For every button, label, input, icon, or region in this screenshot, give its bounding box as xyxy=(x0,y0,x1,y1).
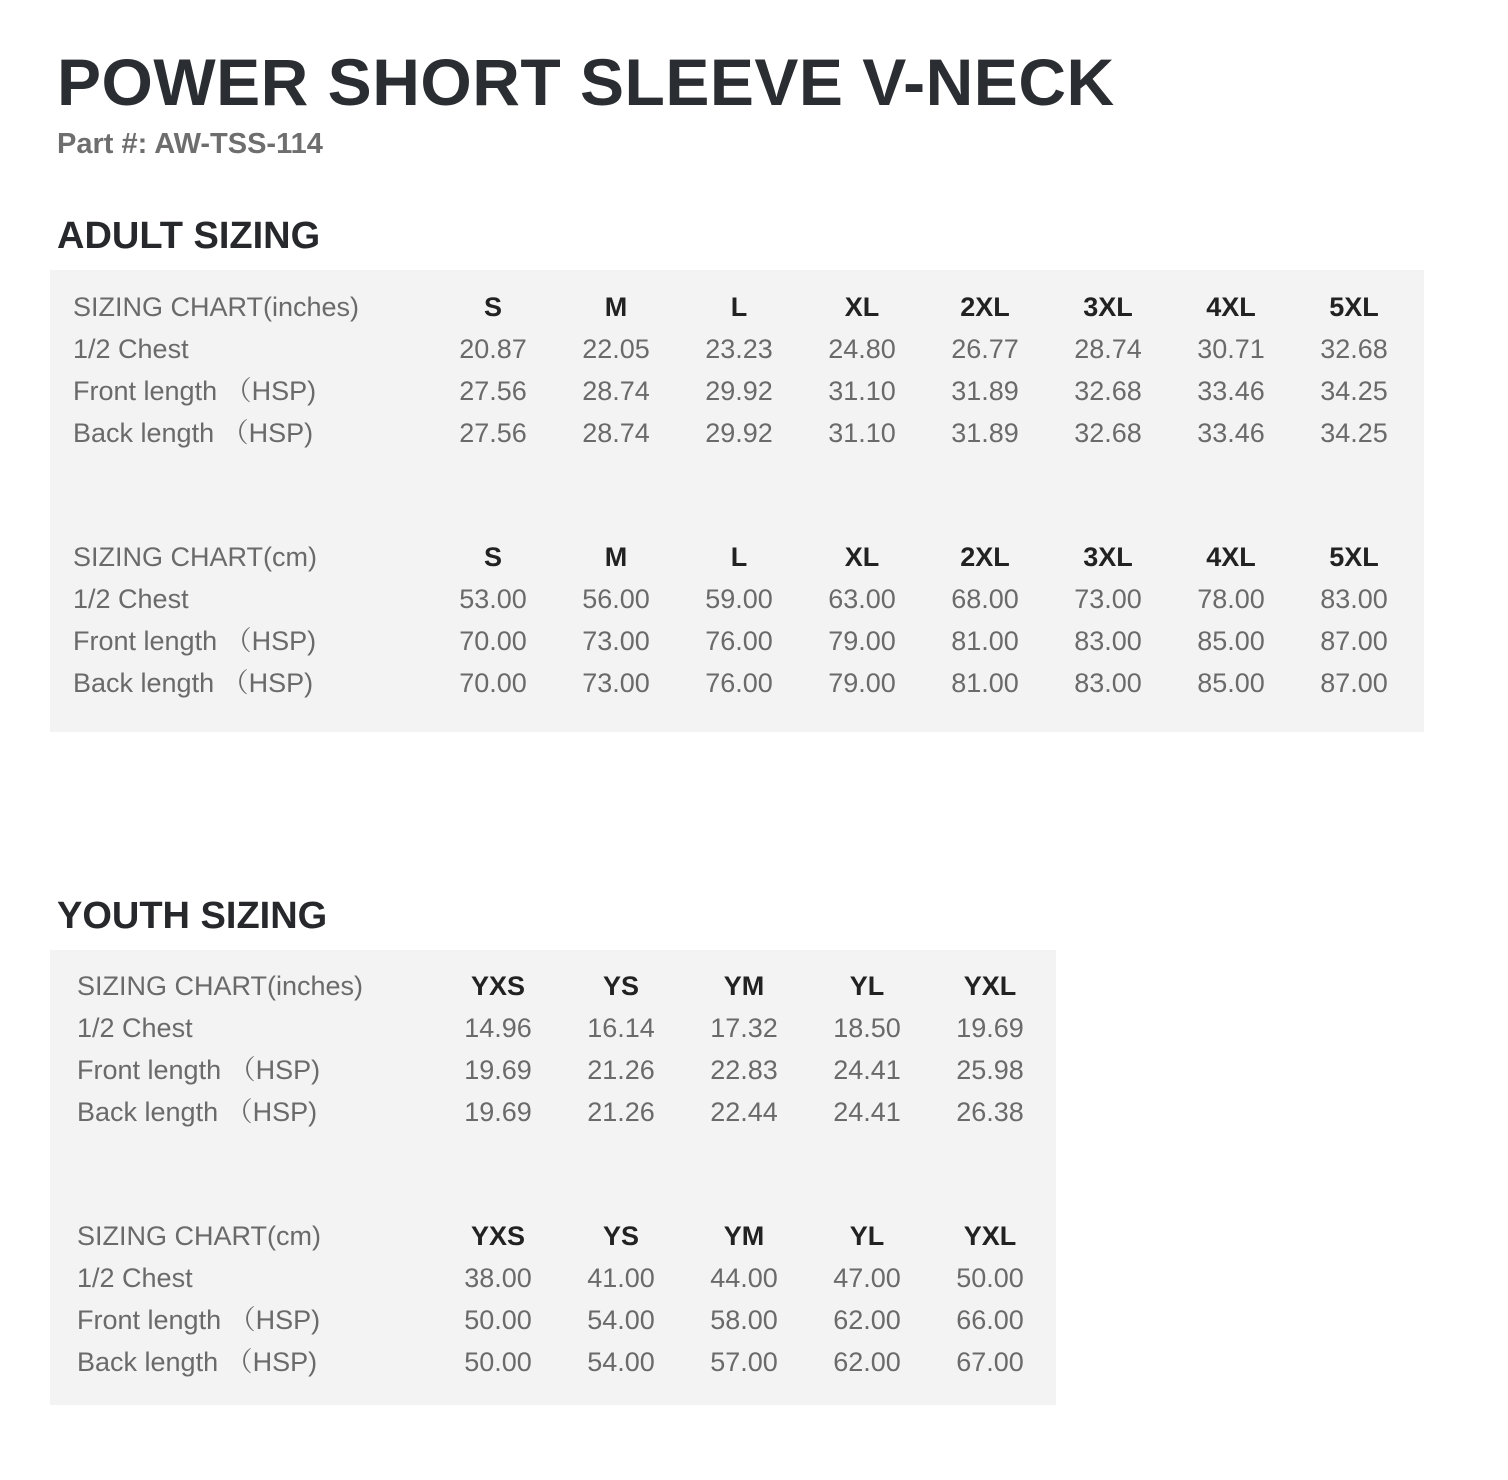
table-row xyxy=(50,328,1424,370)
measurement-value: 62.00 xyxy=(833,1347,901,1377)
measurement-value: 50.00 xyxy=(956,1263,1024,1293)
measurement-value: 81.00 xyxy=(951,626,1019,656)
chart-unit-label: SIZING CHART(inches) xyxy=(73,292,360,322)
youth-sizing-panel xyxy=(50,950,1056,1405)
table-row xyxy=(50,370,1424,412)
size-column-header: 4XL xyxy=(1206,292,1256,322)
measurement-value: 30.71 xyxy=(1197,334,1265,364)
size-column-header: S xyxy=(483,292,502,322)
measurement-value: 66.00 xyxy=(956,1305,1024,1335)
measurement-value: 19.69 xyxy=(464,1055,532,1085)
size-column-header: 4XL xyxy=(1206,542,1256,572)
youth-sizing-heading: YOUTH SIZING xyxy=(57,895,328,937)
measurement-value: 27.56 xyxy=(459,376,527,406)
size-column-header: XL xyxy=(844,542,880,572)
measurement-value: 83.00 xyxy=(1074,668,1142,698)
part-number: Part #: AW-TSS-114 xyxy=(57,128,323,160)
measurement-value: 20.87 xyxy=(459,334,527,364)
size-column-header: YS xyxy=(602,971,640,1001)
size-column-header: YXL xyxy=(963,1221,1017,1251)
measurement-value: 28.74 xyxy=(1074,334,1142,364)
measurement-value: 26.38 xyxy=(956,1097,1024,1127)
adult-sizing-panel xyxy=(50,270,1424,732)
measurement-value: 47.00 xyxy=(833,1263,901,1293)
size-column-header: M xyxy=(604,292,628,322)
measurement-value: 57.00 xyxy=(710,1347,778,1377)
size-column-header: YS xyxy=(602,1221,640,1251)
measurement-value: 67.00 xyxy=(956,1347,1024,1377)
size-column-header: L xyxy=(730,292,748,322)
table-row xyxy=(50,1299,1056,1341)
size-column-header: YXL xyxy=(963,971,1017,1001)
table-row xyxy=(50,1049,1056,1091)
measurement-value: 68.00 xyxy=(951,584,1019,614)
size-column-header: 5XL xyxy=(1329,542,1379,572)
measurement-label: Front length （HSP) xyxy=(77,1305,321,1335)
size-column-header: YM xyxy=(723,1221,765,1251)
measurement-value: 83.00 xyxy=(1074,626,1142,656)
measurement-value: 73.00 xyxy=(1074,584,1142,614)
table-row xyxy=(50,1257,1056,1299)
measurement-value: 19.69 xyxy=(956,1013,1024,1043)
table-row xyxy=(50,1007,1056,1049)
size-header-row xyxy=(50,965,1056,1007)
measurement-value: 31.10 xyxy=(828,418,896,448)
measurement-value: 76.00 xyxy=(705,668,773,698)
measurement-value: 19.69 xyxy=(464,1097,532,1127)
measurement-value: 41.00 xyxy=(587,1263,655,1293)
measurement-value: 87.00 xyxy=(1320,626,1388,656)
size-column-header: 2XL xyxy=(960,542,1010,572)
measurement-label: Front length （HSP) xyxy=(77,1055,321,1085)
size-header-row xyxy=(50,1215,1056,1257)
measurement-value: 34.25 xyxy=(1320,376,1388,406)
measurement-value: 32.68 xyxy=(1074,376,1142,406)
measurement-value: 53.00 xyxy=(459,584,527,614)
measurement-value: 63.00 xyxy=(828,584,896,614)
measurement-value: 54.00 xyxy=(587,1305,655,1335)
measurement-value: 83.00 xyxy=(1320,584,1388,614)
measurement-value: 31.89 xyxy=(951,376,1019,406)
measurement-value: 21.26 xyxy=(587,1055,655,1085)
measurement-value: 16.14 xyxy=(587,1013,655,1043)
measurement-label: Front length （HSP) xyxy=(73,626,317,656)
table-row xyxy=(50,1341,1056,1383)
measurement-value: 31.89 xyxy=(951,418,1019,448)
table-row xyxy=(50,412,1424,454)
measurement-label: Back length （HSP) xyxy=(77,1347,318,1377)
measurement-value: 32.68 xyxy=(1320,334,1388,364)
measurement-label: 1/2 Chest xyxy=(77,1013,193,1043)
measurement-value: 34.25 xyxy=(1320,418,1388,448)
measurement-value: 70.00 xyxy=(459,668,527,698)
size-column-header: YXS xyxy=(470,1221,526,1251)
measurement-value: 87.00 xyxy=(1320,668,1388,698)
measurement-value: 28.74 xyxy=(582,418,650,448)
measurement-value: 78.00 xyxy=(1197,584,1265,614)
table-row xyxy=(50,662,1424,704)
measurement-value: 25.98 xyxy=(956,1055,1024,1085)
chart-unit-label: SIZING CHART(cm) xyxy=(73,542,317,572)
size-column-header: 5XL xyxy=(1329,292,1379,322)
size-column-header: M xyxy=(604,542,628,572)
size-column-header: 2XL xyxy=(960,292,1010,322)
size-column-header: S xyxy=(483,542,502,572)
measurement-value: 50.00 xyxy=(464,1305,532,1335)
measurement-value: 81.00 xyxy=(951,668,1019,698)
measurement-value: 27.56 xyxy=(459,418,527,448)
page-title: POWER SHORT SLEEVE V-NECK xyxy=(57,45,1115,119)
measurement-label: Back length （HSP) xyxy=(73,418,314,448)
measurement-value: 29.92 xyxy=(705,376,773,406)
measurement-value: 26.77 xyxy=(951,334,1019,364)
adult-sizing-heading: ADULT SIZING xyxy=(57,215,321,257)
measurement-value: 44.00 xyxy=(710,1263,778,1293)
measurement-value: 28.74 xyxy=(582,376,650,406)
measurement-value: 50.00 xyxy=(464,1347,532,1377)
measurement-value: 33.46 xyxy=(1197,418,1265,448)
measurement-value: 23.23 xyxy=(705,334,773,364)
table-row xyxy=(50,578,1424,620)
measurement-value: 22.05 xyxy=(582,334,650,364)
measurement-value: 59.00 xyxy=(705,584,773,614)
size-column-header: XL xyxy=(844,292,880,322)
measurement-label: Front length （HSP) xyxy=(73,376,317,406)
measurement-value: 24.41 xyxy=(833,1055,901,1085)
measurement-label: 1/2 Chest xyxy=(73,334,189,364)
measurement-value: 21.26 xyxy=(587,1097,655,1127)
size-column-header: YM xyxy=(723,971,765,1001)
measurement-value: 32.68 xyxy=(1074,418,1142,448)
measurement-value: 33.46 xyxy=(1197,376,1265,406)
chart-unit-label: SIZING CHART(inches) xyxy=(77,971,364,1001)
size-column-header: L xyxy=(730,542,748,572)
measurement-value: 54.00 xyxy=(587,1347,655,1377)
measurement-value: 24.41 xyxy=(833,1097,901,1127)
measurement-value: 22.44 xyxy=(710,1097,778,1127)
measurement-value: 85.00 xyxy=(1197,668,1265,698)
measurement-value: 70.00 xyxy=(459,626,527,656)
measurement-value: 73.00 xyxy=(582,626,650,656)
measurement-value: 17.32 xyxy=(710,1013,778,1043)
size-column-header: 3XL xyxy=(1083,542,1133,572)
size-column-header: 3XL xyxy=(1083,292,1133,322)
size-header-row xyxy=(50,286,1424,328)
measurement-value: 14.96 xyxy=(464,1013,532,1043)
measurement-value: 79.00 xyxy=(828,626,896,656)
measurement-value: 76.00 xyxy=(705,626,773,656)
table-row xyxy=(50,620,1424,662)
size-column-header: YXS xyxy=(470,971,526,1001)
measurement-value: 38.00 xyxy=(464,1263,532,1293)
measurement-value: 31.10 xyxy=(828,376,896,406)
measurement-value: 24.80 xyxy=(828,334,896,364)
measurement-value: 56.00 xyxy=(582,584,650,614)
size-column-header: YL xyxy=(849,1221,885,1251)
measurement-value: 62.00 xyxy=(833,1305,901,1335)
measurement-value: 22.83 xyxy=(710,1055,778,1085)
chart-unit-label: SIZING CHART(cm) xyxy=(77,1221,321,1251)
measurement-label: Back length （HSP) xyxy=(77,1097,318,1127)
measurement-value: 79.00 xyxy=(828,668,896,698)
size-header-row xyxy=(50,536,1424,578)
measurement-value: 29.92 xyxy=(705,418,773,448)
measurement-label: 1/2 Chest xyxy=(73,584,189,614)
size-column-header: YL xyxy=(849,971,885,1001)
measurement-value: 58.00 xyxy=(710,1305,778,1335)
measurement-label: Back length （HSP) xyxy=(73,668,314,698)
measurement-value: 85.00 xyxy=(1197,626,1265,656)
measurement-value: 73.00 xyxy=(582,668,650,698)
measurement-value: 18.50 xyxy=(833,1013,901,1043)
measurement-label: 1/2 Chest xyxy=(77,1263,193,1293)
table-row xyxy=(50,1091,1056,1133)
